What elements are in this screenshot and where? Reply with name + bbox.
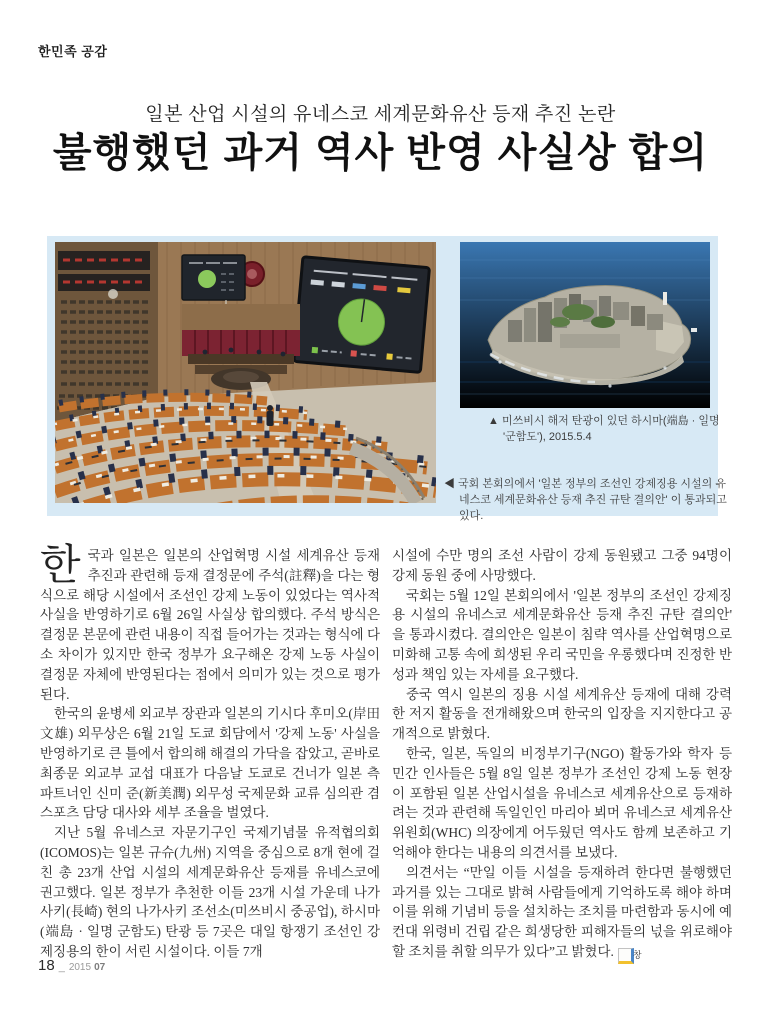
hashima-island-photo	[460, 242, 710, 408]
small-vote-screen	[182, 255, 245, 300]
magazine-endmark-icon: 창	[618, 948, 634, 964]
paragraph: 국회는 5월 12일 본회의에서 '일본 정부의 조선인 강제징용 시설의 유네스코 세계문화유산 등재 추진 규탄 결의안' 을 통과시켰다. 결의안은 일본이 침략 역사를 산업혁명으로 미화해 고통 속에 희생된 우리 국민을 우롱했다며 진정한 반성과 책임 있는 자세를 요구했다.	[392, 587, 732, 682]
paragraph: 시설에 수만 명의 조선 사람이 강제 동원됐고 그중 94명이 강제 동원 중에 사망했다.	[392, 548, 732, 583]
assembly-photo-caption: ◀ 국회 본회의에서 '일본 정부의 조선인 강제징용 시설의 유네스코 세계문화유산 등재 추진 규탄 결의안' 이 통과되고 있다.	[444, 478, 727, 522]
article-headline: 불행했던 과거 역사 반영 사실상 합의	[52, 131, 709, 175]
paragraph: 중국 역시 일본의 징용 시설 세계유산 등재에 대해 강력한 저지 활동을 전개해왔으며 한국의 입장을 지지한다고 공개적으로 밝혔다.	[392, 686, 732, 742]
page-number: 18	[38, 957, 55, 974]
assembly-hall-photo	[55, 242, 436, 503]
section-label: 한민족 공감	[38, 44, 108, 59]
standing-person	[267, 405, 274, 426]
paragraph: 한국의 윤병세 외교부 장관과 일본의 기시다 후미오(岸田文雄) 외무상은 6월 21일 도쿄 회담에서 '강제 노동' 사실을 반영하기로 큰 틀에서 합의해 해결의 가닥을 잡았고, 곧바로 최종문 외교부 교섭 대표가 다음날 도쿄로 건너가 일본 측 파트너인 신미 준(新美潤) 외무성 국제문화 교류 심의관 겸 스포츠 담당 대사와 세부 조율을 벌였다.	[40, 706, 380, 821]
article-left-column	[40, 543, 380, 962]
paragraph: 한국, 일본, 독일의 비정부기구(NGO) 활동가와 학자 등 민간 인사들은 5월 8일 일본 정부가 조선인 강제 노동 현장이 포함된 일본 산업시설을 유네스코 세계유산으로 등재하려는 것과 관련해 독일인인 마리아 뵈머 유네스코 세계유산위원회(WHC) 의장에게 어두웠던 역사도 함께 보존하고 기억해야 한다는 내용의 의견서를 보냈다.	[392, 745, 732, 860]
island-photo-caption: ▲ 미쓰비시 해저 탄광이 있던 하시마(端島 · 일명 '군함도'), 2015.5.4	[488, 415, 720, 443]
paragraph: 의견서는 “만일 이들 시설을 등재하려 한다면 불행했던 과거를 있는 그대로 밝혀 사람들에게 기억하도록 해야 하며 이를 위해 기념비 등을 설치하는 조치를 마련함과 동시에 예컨대 위령비 건립 같은 희생당한 피해자들의 넋을 위로해야 할 조치를 취할 의무가 있다”고 밝혔다. 창	[392, 863, 732, 964]
wall-clock	[108, 289, 118, 299]
paragraph: 지난 5월 유네스코 자문기구인 국제기념물 유적협의회(ICOMOS)는 일본 규슈(九州) 지역을 중심으로 8개 현에 걸친 총 23개 산업 시설의 세계문화유산 등재를 유네스코에 권고했다. 일본 정부가 추천한 이들 23개 시설 가운데 나가사키(長崎) 현의 나가사키 조선소(미쓰비시 중공업), 하시마(端島 · 일명 군함도) 탄광 등 7곳은 대일 항쟁기 조선인 강제징용의 한이 서린 시설이다. 이들 7개	[40, 825, 380, 959]
article-right-column	[392, 546, 732, 964]
lighthouse	[663, 292, 667, 305]
vote-result-screen	[294, 257, 430, 373]
photo-panel	[47, 236, 727, 522]
drop-cap: 한	[40, 543, 81, 589]
paragraph: 한국과 일본은 일본의 산업혁명 시설 세계유산 등재 추진과 관련해 등재 결정문에 주석(註釋)을 다는 형식으로 해당 시설에서 조선인 강제 노동이 있었다는 역사적 사실을 반영하기로 6월 26일 사실상 합의했다. 주석 방식은 결정문 본문에 관련 내용이 직접 들어가는 것과는 형식에 다소 차이가 있지만 한국 정부가 요구해온 강제 노동 사실이 결정문 자체에 반영된다는 점에서 의미가 있는 것으로 평가된다.	[40, 543, 380, 702]
page-footer: 18 _ 2015 07	[38, 957, 106, 974]
article-kicker: 일본 산업 시설의 유네스코 세계문화유산 등재 추진 논란	[145, 104, 616, 125]
